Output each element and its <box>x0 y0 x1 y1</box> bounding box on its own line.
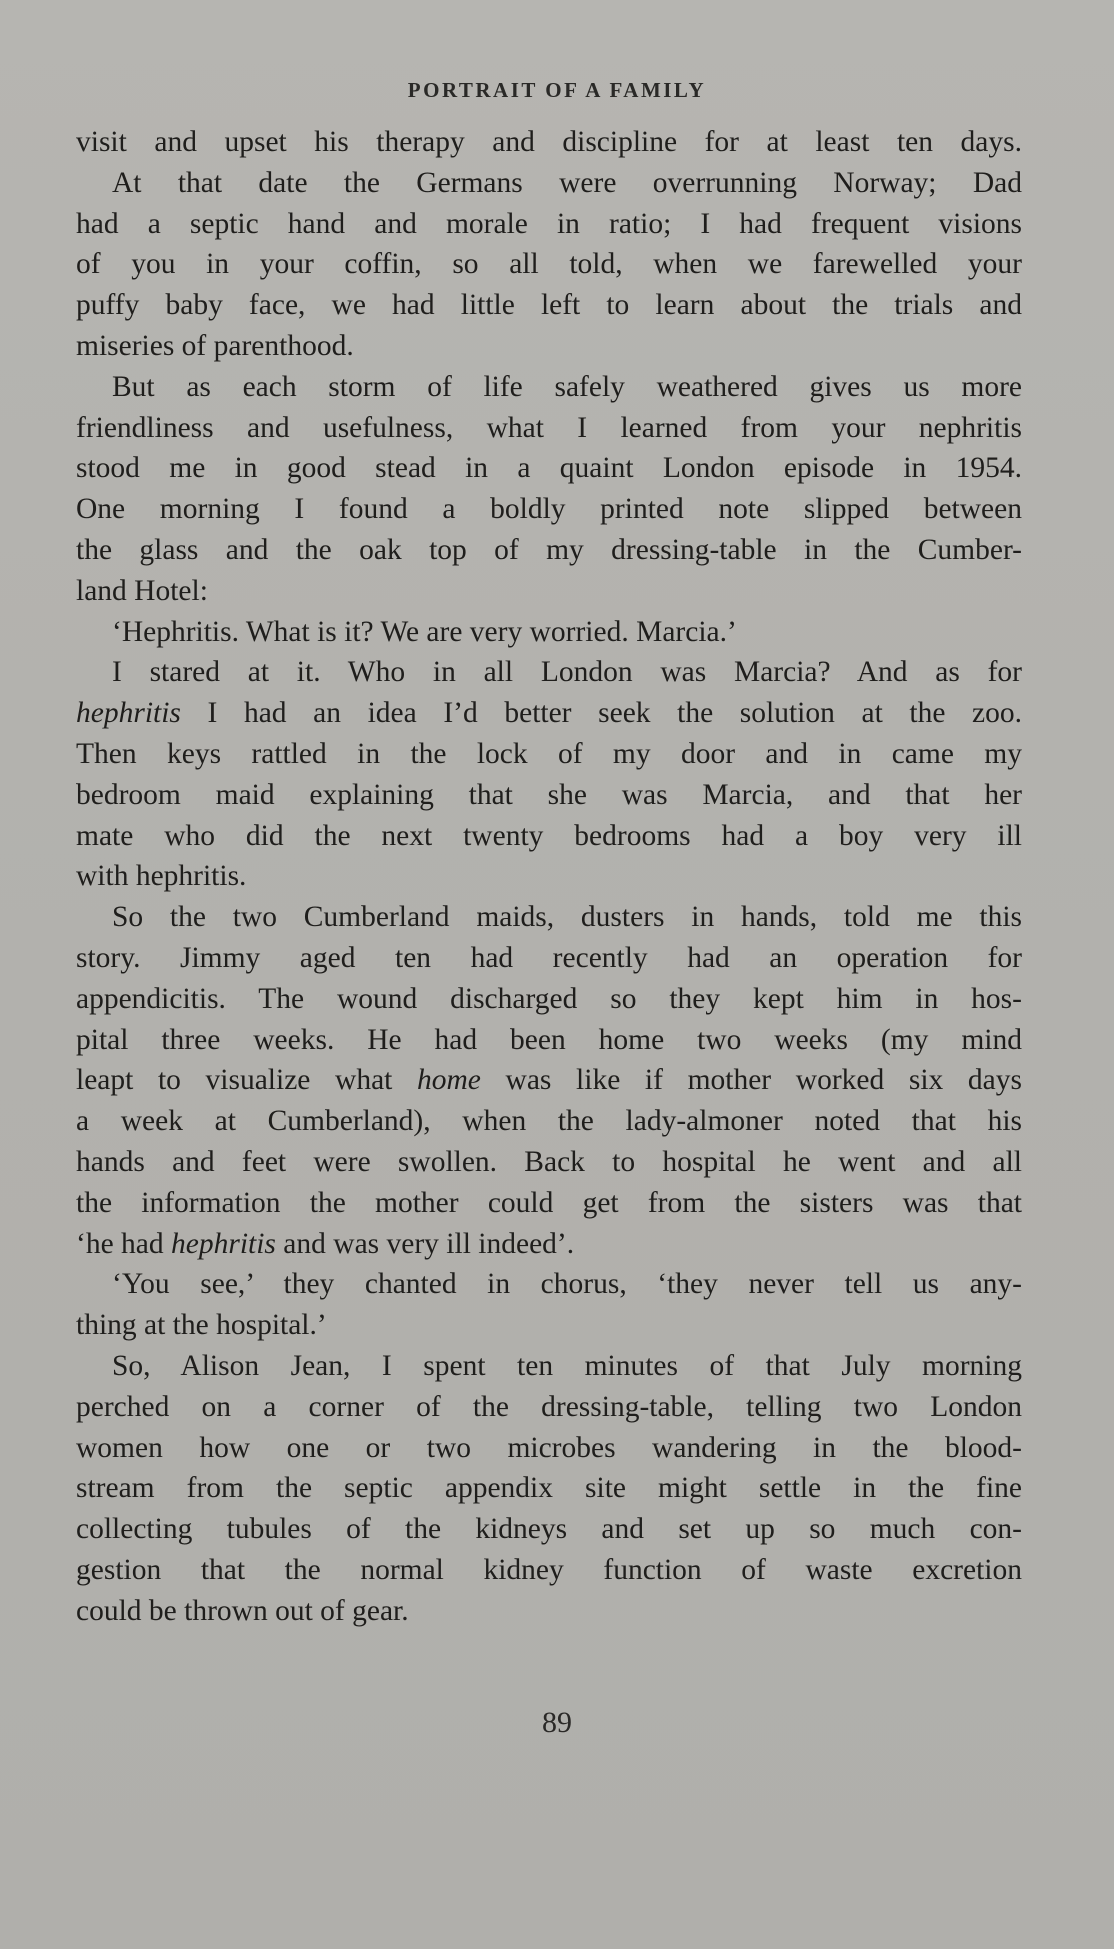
text-line: with hephritis. <box>76 860 247 893</box>
text-line: collecting tubules of the kidneys and set up so much con- <box>76 1513 1022 1546</box>
text-line: But as each storm of life safely weathered gives us more <box>112 370 1022 403</box>
page-number: 89 <box>542 1706 572 1739</box>
text-line: ‘he had hephritis and was very ill indeed’. <box>76 1227 575 1260</box>
text-line: land Hotel: <box>76 574 208 607</box>
running-head: PORTRAIT OF A FAMILY <box>407 78 707 102</box>
text-line: story. Jimmy aged ten had recently had an operation for <box>76 941 1022 974</box>
text-line: the glass and the oak top of my dressing-table in the Cumber- <box>76 533 1022 566</box>
text-line: stream from the septic appendix site might settle in the fine <box>76 1472 1022 1505</box>
text-line: Then keys rattled in the lock of my door and in came my <box>76 737 1022 770</box>
text-line: had a septic hand and morale in ratio; I had frequent visions <box>76 207 1022 240</box>
text-line: puffy baby face, we had little left to learn about the trials and <box>76 289 1022 322</box>
text-line: At that date the Germans were overrunning Norway; Dad <box>112 166 1022 199</box>
text-line: hephritis I had an idea I’d better seek the solution at the zoo. <box>76 697 1022 730</box>
text-line: mate who did the next twenty bedrooms had a boy very ill <box>76 819 1022 852</box>
text-line: the information the mother could get from the sisters was that <box>76 1186 1022 1219</box>
text-line: thing at the hospital.’ <box>76 1309 327 1342</box>
text-line: miseries of parenthood. <box>76 329 354 362</box>
text-line: friendliness and usefulness, what I learned from your nephritis <box>76 411 1022 444</box>
text-line: So the two Cumberland maids, dusters in hands, told me this <box>112 901 1022 934</box>
body-text <box>76 122 1022 1631</box>
text-line: leapt to visualize what home was like if mother worked six days <box>76 1064 1022 1097</box>
text-line: appendicitis. The wound discharged so they kept him in hos- <box>76 982 1022 1015</box>
text-line: a week at Cumberland), when the lady-almoner noted that his <box>76 1105 1022 1138</box>
text-line: bedroom maid explaining that she was Marcia, and that her <box>76 778 1022 811</box>
text-line: of you in your coffin, so all told, when we farewelled your <box>76 248 1022 281</box>
text-line: women how one or two microbes wandering in the blood- <box>76 1431 1022 1464</box>
text-line: One morning I found a boldly printed note slipped between <box>76 493 1022 526</box>
text-line: could be thrown out of gear. <box>76 1594 409 1627</box>
text-line: ‘You see,’ they chanted in chorus, ‘they never tell us any- <box>112 1268 1022 1301</box>
text-line: visit and upset his therapy and discipline for at least ten days. <box>76 126 1022 158</box>
text-line: ‘Hephritis. What is it? We are very worried. Marcia.’ <box>112 615 737 648</box>
text-line: stood me in good stead in a quaint London episode in 1954. <box>76 452 1022 485</box>
text-line: gestion that the normal kidney function of waste excretion <box>76 1553 1022 1586</box>
text-line: So, Alison Jean, I spent ten minutes of that July morning <box>112 1349 1022 1382</box>
text-line: hands and feet were swollen. Back to hospital he went and all <box>76 1145 1022 1178</box>
text-line: perched on a corner of the dressing-table, telling two London <box>76 1390 1022 1423</box>
text-line: pital three weeks. He had been home two weeks (my mind <box>76 1023 1022 1056</box>
text-line: I stared at it. Who in all London was Marcia? And as for <box>112 656 1022 689</box>
